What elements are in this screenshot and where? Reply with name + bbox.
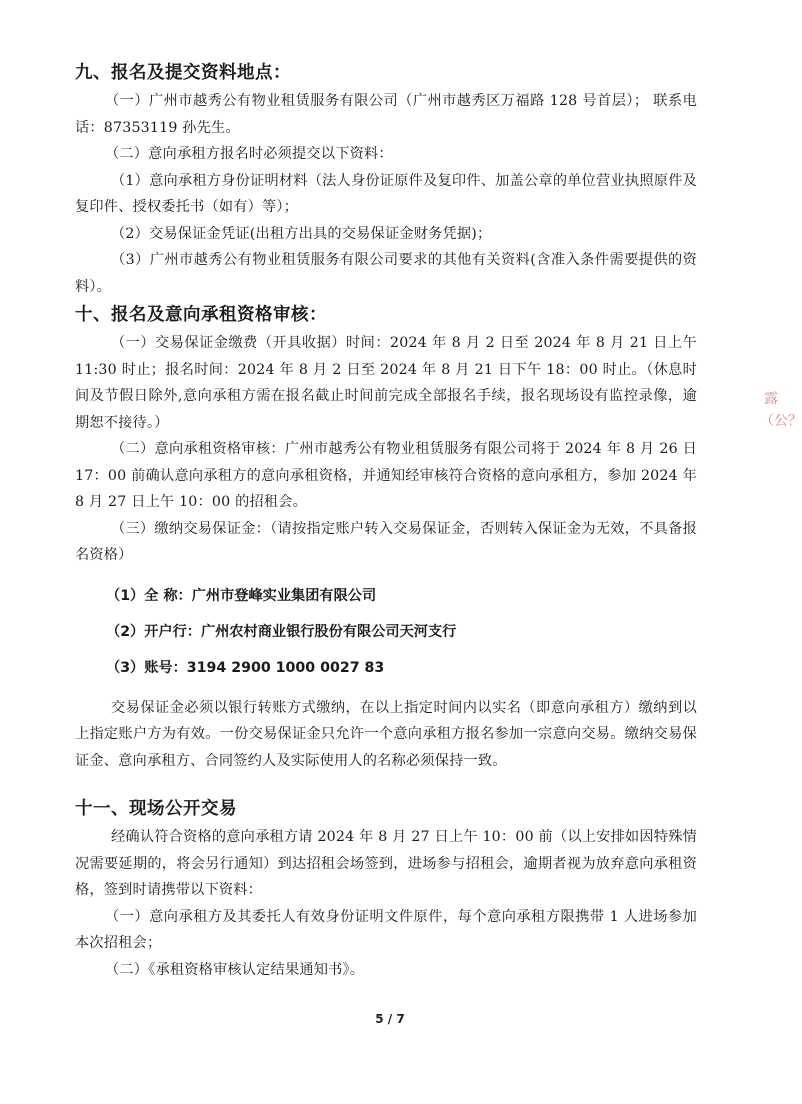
section-10-item-3: （三）缴纳交易保证金：（请按指定账户转入交易保证金，否则转入保证金为无效，不具备报名资格）	[75, 520, 697, 563]
section-10-item-2: （二）意向承租资格审核：广州市越秀公有物业租赁服务有限公司将于 2024 年 8 月 26 日 17：00 前确认意向承租方的意向承租资格，并通知经审核符合资格的意向承租方，参加 2024 年 8 月 27 日上午 10：00 的招租会。	[75, 441, 697, 510]
section-9-item-2: （二）意向承租方报名时必须提交以下资料：	[105, 146, 393, 162]
seal-text: 露（公？	[760, 391, 802, 429]
section-9-material-3: （3）广州市越秀公有物业租赁服务有限公司要求的其他有关资料(含准入条件需要提供的资料）。	[75, 252, 697, 295]
section-9-heading: 九、报名及提交资料地点：	[75, 63, 291, 83]
page-number: 5 / 7	[375, 1012, 405, 1026]
section-11-item-1: （一）意向承租方及其委托人有效身份证明文件原件，每个意向承租方限携带 1 人进场参加本次招租会；	[75, 908, 697, 951]
section-9-material-1: （1）意向承租方身份证明材料（法人身份证原件及复印件、加盖公章的单位营业执照原件及复印件、授权委托书（如有）等）；	[75, 172, 697, 215]
account-bank: （2）开户行：广州农村商业银行股份有限公司天河支行	[106, 623, 457, 640]
account-number: （3）账号：3194 2900 1000 0027 83	[106, 659, 385, 676]
section-11-intro: 经确认符合资格的意向承租方请 2024 年 8 月 27 日上午 10：00 前（以上安排如因特殊情况需要延期的，将会另行通知）到达招租会场签到，进场参与招租会，逾期者视为放弃意向承租资格，签到时请携带以下资料：	[75, 829, 697, 898]
account-name: （1）全 称：广州市登峰实业集团有限公司	[106, 587, 377, 604]
section-10-heading: 十、报名及意向承租资格审核：	[75, 305, 327, 325]
section-10-item-1: （一）交易保证金缴费（开具收据）时间：2024 年 8 月 2 日至 2024 年 8 月 21 日上午 11:30 时止；报名时间：2024 年 8 月 2 日至 2024 年 8 月 21 日下午 18：00 时止。（休息时间及节假日除外,意向承租方需在报名截止时间前完成全部报名手续，报名现场设有监控录像，逾期恕不接待。）	[75, 335, 697, 431]
section-11-item-2: （二）《承租资格审核认定结果通知书》。	[105, 961, 365, 978]
seal-stamp-fragment	[760, 388, 802, 498]
document-body	[75, 58, 697, 983]
section-10-note: 交易保证金必须以银行转账方式缴纳，在以上指定时间内以实名（即意向承租方）缴纳到以上指定账户方为有效。一份交易保证金只允许一个意向承租方报名参加一宗意向交易。缴纳交易保证金、意向承租方、合同签约人及实际使用人的名称必须保持一致。	[75, 699, 697, 769]
section-11-heading: 十一、现场公开交易	[75, 799, 237, 819]
section-9-material-2: （2）交易保证金凭证(出租方出具的交易保证金财务凭据)；	[111, 225, 492, 242]
section-9-item-1: （一）广州市越秀公有物业租赁服务有限公司（广州市越秀区万福路 128 号首层）； 联系电话：87353119 孙先生。	[75, 93, 697, 136]
